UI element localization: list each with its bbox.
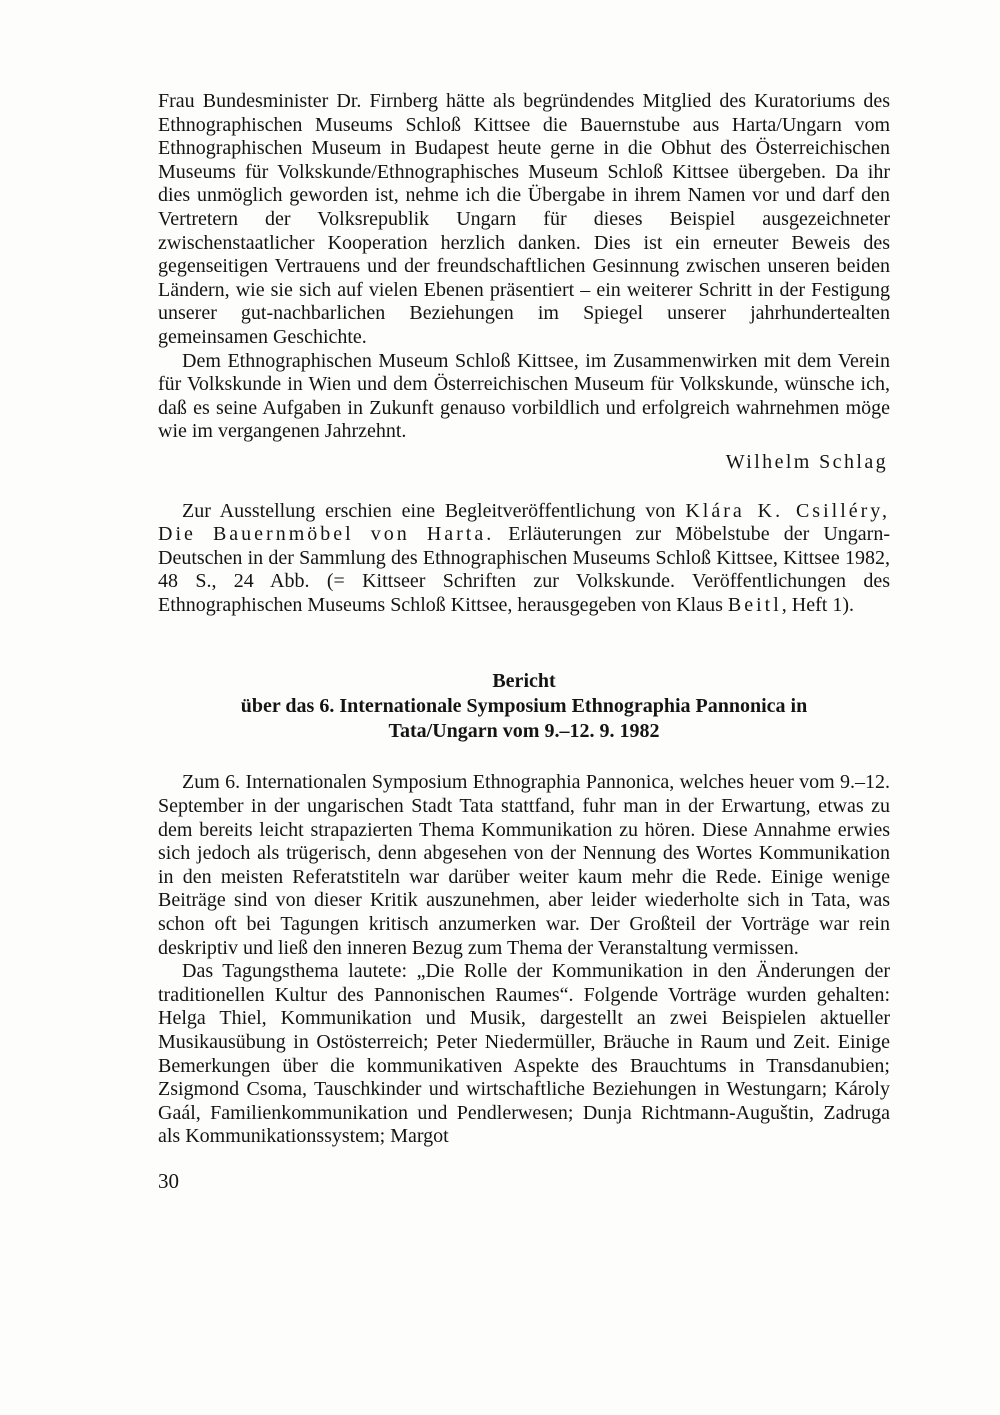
text-segment: Erläuterungen zur Möbelstube der Ungarn-Deutschen in der Sammlung des Ethnographischen Museums Schloß Kittsee, Kittsee 1982, 48 S., 24 Abb. (= Kittseer Schriften zur Volkskunde. Veröffentlichungen des Ethnographischen Museums Schloß Kittsee, herausgegeben von Klaus (158, 523, 890, 616)
text-content (158, 90, 890, 1194)
paragraph (158, 350, 890, 444)
report-heading-line: über das 6. Internationale Symposium Ethnographia Pannonica in (240, 695, 808, 718)
text-segment: Zum 6. Internationalen Symposium Ethnographia Pannonica, welches heuer vom 9.–12. September in der ungarischen Stadt Tata stattfand, fuhr man in der Erwartung, etwas zu dem bereits leicht strapazierten Thema Kommunikation zu hören. Diese Annahme erwies sich jedoch als trügerisch, denn abgesehen von der Nennung des Wortes Kommunikation in den meisten Referatstiteln war darüber weiter kaum mehr die Rede. Einige wenige Beiträge sind von dieser Kritik auszunehmen, aber leider wiederholte sich in Tata, was schon oft bei Tagungen kritisch anzumerken war. Der Großteil der Vorträge war rein deskriptiv und ließ den inneren Bezug zum Thema der Veranstaltung vermissen. (158, 771, 890, 959)
text-segment: Dem Ethnographischen Museum Schloß Kittsee, im Zusammenwirken mit dem Verein für Volkskunde in Wien und dem Österreichischen Museum für Volkskunde, wünsche ich, daß es seine Aufgaben in Zukunft genauso vorbildlich und erfolgreich wahrnehmen möge wie im vergangenen Jahrzehnt. (158, 349, 890, 443)
emphasized-name: Beitl (727, 593, 782, 616)
bibliography-paragraph (158, 500, 890, 618)
report-heading (158, 669, 890, 744)
report-paragraphs (158, 771, 890, 1149)
text-segment: , Heft 1). (781, 593, 854, 616)
text-segment: Das Tagungsthema lautete: „Die Rolle der Kommunikation in den Änderungen der traditionellen Kultur des Pannonischen Raumes“. Folgende Vorträge wurden gehalten: Helga Thiel, Kommunikation und Musik, dargestellt an zwei Beispielen aktueller Musikausübung in Ostösterreich; Peter Niedermüller, Bräuche in Raum und Zeit. Einige Bemerkungen über die kommunikativen Aspekte des Brauchtums in Transdanubien; Zsigmond Csoma, Tauschkinder und wirtschaftliche Beziehungen in Westungarn; Károly Gaál, Familienkommunikation und Pendlerwesen; Dunja Richtmann-Auguštin, Zadruga als Kommunikationssystem; Margot (158, 960, 890, 1148)
paragraph (158, 500, 890, 618)
text-segment: Frau Bundesminister Dr. Firnberg hätte als begründendes Mitglied des Kuratoriums des Ethnographischen Museums Schloß Kittsee die Bauernstube aus Harta/Ungarn vom Ethnographischen Museum in Budapest heute gerne in die Obhut des Österreichischen Museums für Volkskunde/Ethnographisches Museum Schloß Kittsee übergeben. Da ihr dies unmöglich geworden ist, nehme ich die Übergabe in ihrem Namen vor und darf den Vertretern der Volksrepublik Ungarn für dieses Beispiel ausgezeichneter zwischenstaatlicher Kooperation herzlich danken. Dies ist ein erneuter Beweis des gegenseitigen Vertrauens und der freundschaftlichen Gesinnung zwischen unseren beiden Ländern, wie sie sich auf vielen Ebenen präsentiert – ein weiterer Schritt in der Festigung unserer gut-nachbarlichen Beziehungen im Spiegel unserer jahrhundertealten gemeinsamen Geschichte. (158, 90, 890, 348)
report-heading-line: Bericht (492, 670, 556, 693)
text-segment: Zur Ausstellung erschien eine Begleitveröffentlichung von (182, 499, 686, 522)
paragraph (158, 771, 890, 960)
paragraph (158, 90, 890, 350)
signature: Wilhelm Schlag (725, 450, 888, 473)
paragraph (158, 960, 890, 1149)
emphasized-name: Klára K. Csilléry, (685, 499, 890, 522)
page-number: 30 (158, 1168, 179, 1193)
report-heading-line: Tata/Ungarn vom 9.–12. 9. 1982 (388, 720, 660, 743)
emphasized-name: Die Bauernmöbel von Harta. (158, 523, 495, 546)
letter-paragraphs (158, 90, 890, 444)
